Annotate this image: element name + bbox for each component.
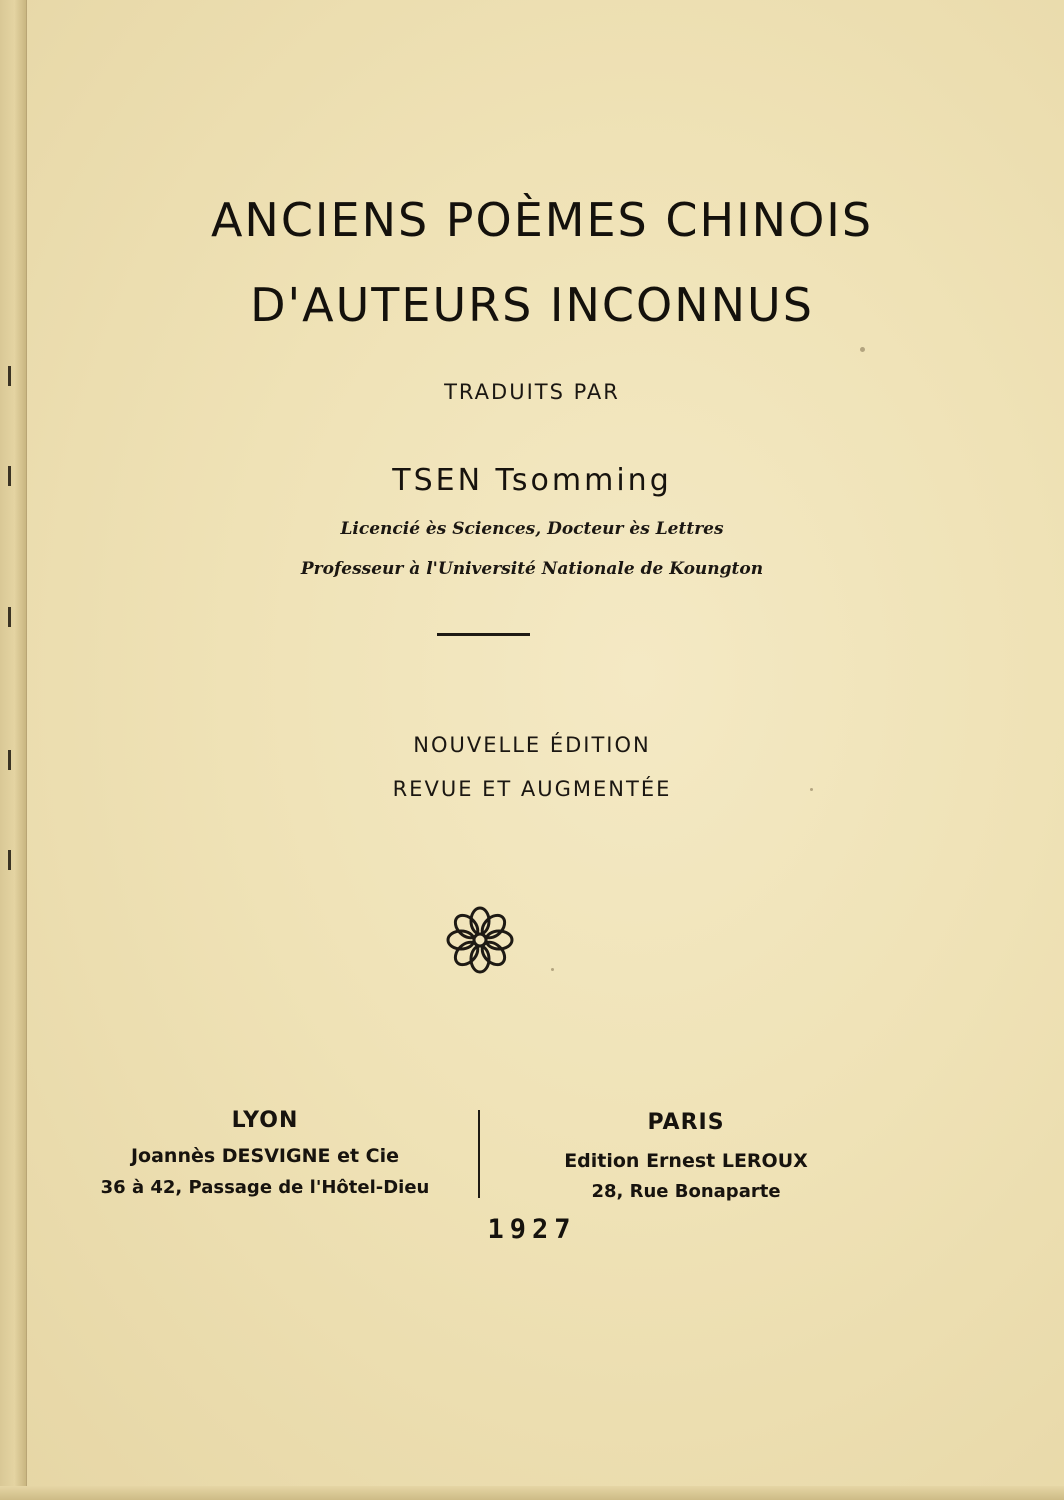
paper-speck <box>860 347 865 352</box>
translated-by-label: TRADUITS PAR <box>444 380 620 404</box>
edge-mark <box>8 850 11 870</box>
author-credentials-1: Licencié ès Sciences, Docteur ès Lettres <box>340 519 724 539</box>
book-title-line-2: D'AUTEURS INCONNUS <box>250 278 814 332</box>
publisher-name-lyon: Joannès DESVIGNE et Cie <box>130 1145 400 1167</box>
publisher-address-paris: 28, Rue Bonaparte <box>591 1181 781 1202</box>
rosette-ornament-icon <box>445 905 515 975</box>
paper-speck <box>551 968 554 971</box>
divider-rule <box>437 633 530 636</box>
author-name: TSEN Tsomming <box>392 463 672 498</box>
publisher-city-paris: PARIS <box>647 1110 725 1135</box>
publisher-city-lyon: LYON <box>231 1108 299 1133</box>
edition-line-2: REVUE ET AUGMENTÉE <box>392 777 672 801</box>
paper-speck <box>810 788 813 791</box>
publisher-address-lyon: 36 à 42, Passage de l'Hôtel-Dieu <box>100 1177 430 1198</box>
page-bottom-edge <box>0 1486 1064 1500</box>
author-credentials-2: Professeur à l'Université Nationale de Koungton <box>300 559 764 579</box>
publisher-divider <box>478 1110 480 1198</box>
book-title-line-1: ANCIENS POÈMES CHINOIS <box>210 193 874 247</box>
edition-line-1: NOUVELLE ÉDITION <box>413 733 651 757</box>
publisher-name-paris: Edition Ernest LEROUX <box>564 1150 808 1172</box>
publication-year: 1927 <box>487 1214 577 1245</box>
edge-mark <box>8 607 11 627</box>
